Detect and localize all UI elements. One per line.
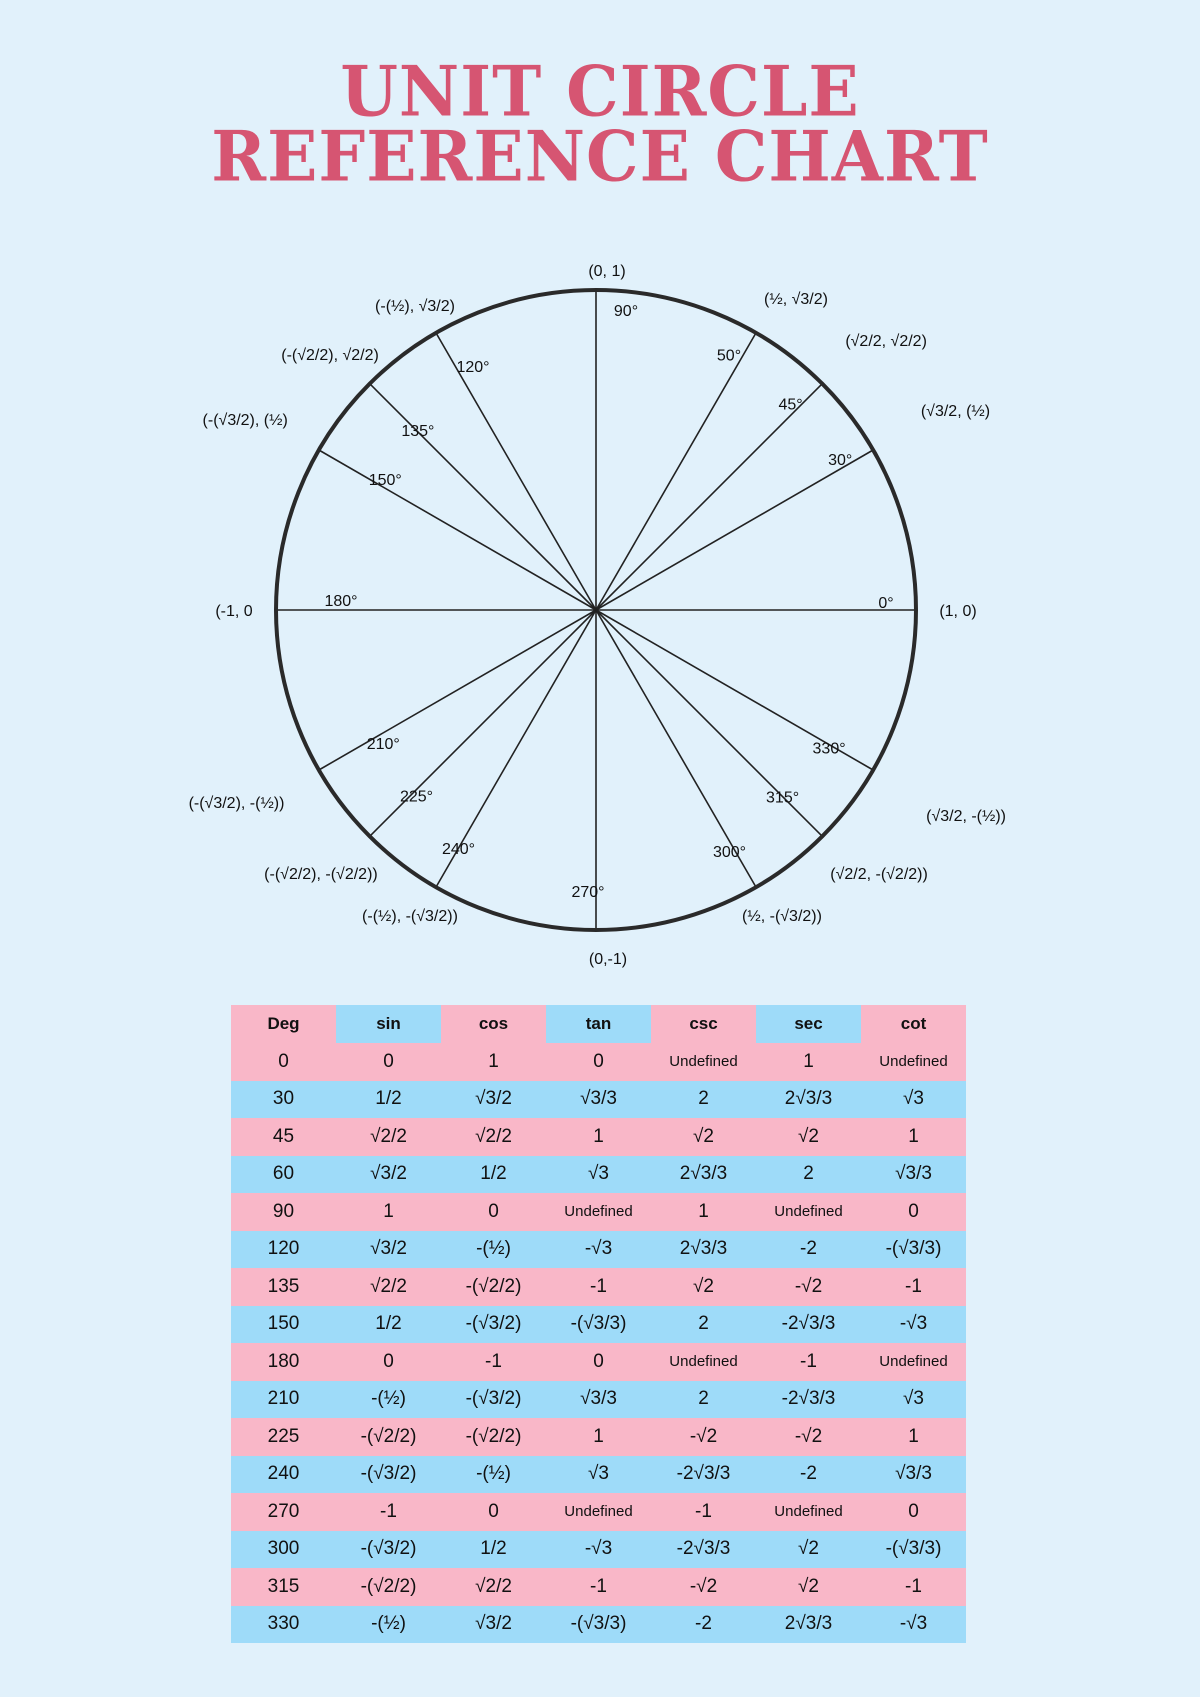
table-cell: 2√3/3 <box>756 1606 861 1644</box>
table-cell: -1 <box>756 1343 861 1381</box>
table-cell: √2 <box>756 1118 861 1156</box>
table-cell: Undefined <box>861 1343 966 1381</box>
point-label-60: (½, √3/2) <box>764 291 828 309</box>
table-row <box>231 1268 966 1306</box>
table-cell: 30 <box>231 1081 336 1119</box>
table-cell: 60 <box>231 1156 336 1194</box>
table-cell: 315 <box>231 1568 336 1606</box>
table-cell: -(√3/2) <box>441 1306 546 1344</box>
table-cell: -(√3/3) <box>861 1231 966 1269</box>
table-cell: 1 <box>546 1418 651 1456</box>
table-cell: 2 <box>756 1156 861 1194</box>
table-cell: 150 <box>231 1306 336 1344</box>
table-cell: -1 <box>546 1268 651 1306</box>
table-cell: -(√2/2) <box>441 1418 546 1456</box>
table-cell: √3/2 <box>336 1156 441 1194</box>
spoke-60 <box>596 333 756 610</box>
table-cell: √3 <box>861 1381 966 1419</box>
table-cell: Undefined <box>651 1343 756 1381</box>
point-label-330: (√3/2, -(½)) <box>926 808 1007 825</box>
point-label-240: (-(½), -(√3/2)) <box>362 907 458 925</box>
table-cell: √3/3 <box>861 1156 966 1194</box>
table-cell: 0 <box>861 1493 966 1531</box>
point-label-315: (√2/2, -(√2/2)) <box>830 866 928 884</box>
table-cell: 1 <box>861 1418 966 1456</box>
table-row <box>231 1043 966 1081</box>
table-cell: 0 <box>336 1343 441 1381</box>
table-header-row <box>231 1005 966 1043</box>
table-cell: 330 <box>231 1606 336 1644</box>
point-label-45: (√2/2, √2/2) <box>845 332 927 350</box>
table-cell: √3/2 <box>336 1231 441 1269</box>
table-row <box>231 1531 966 1569</box>
table-cell: 1 <box>336 1193 441 1231</box>
table-cell: 1/2 <box>441 1531 546 1569</box>
col-header-csc: csc <box>651 1005 756 1043</box>
table-cell: -(½) <box>336 1606 441 1644</box>
table-cell: 0 <box>861 1193 966 1231</box>
table-cell: 0 <box>441 1193 546 1231</box>
table-cell: -2 <box>756 1456 861 1494</box>
angle-label-150: 150° <box>368 472 402 489</box>
point-label-225: (-(√2/2), -(√2/2)) <box>264 866 378 884</box>
table-cell: -(√3/3) <box>861 1531 966 1569</box>
table-cell: Undefined <box>756 1493 861 1531</box>
table-cell: √3 <box>546 1456 651 1494</box>
table-cell: √2 <box>651 1118 756 1156</box>
spoke-150 <box>319 450 596 610</box>
table-cell: 135 <box>231 1268 336 1306</box>
table-cell: -√3 <box>546 1531 651 1569</box>
table-cell: -2√3/3 <box>651 1531 756 1569</box>
table-cell: 0 <box>546 1043 651 1081</box>
table-cell: √2/2 <box>441 1568 546 1606</box>
table-row <box>231 1381 966 1419</box>
trig-values-table <box>231 1005 966 1643</box>
table-cell: 120 <box>231 1231 336 1269</box>
angle-label-300: 300° <box>712 844 747 862</box>
angle-label-270: 270° <box>571 884 605 901</box>
table-cell: 0 <box>336 1043 441 1081</box>
point-label-0: (1, 0) <box>939 603 977 620</box>
table-cell: -1 <box>861 1568 966 1606</box>
table-cell: -1 <box>546 1568 651 1606</box>
table-row <box>231 1231 966 1269</box>
table-cell: -1 <box>651 1493 756 1531</box>
col-header-deg: Deg <box>231 1005 336 1043</box>
angle-label-180: 180° <box>324 593 358 610</box>
table-cell: 210 <box>231 1381 336 1419</box>
table-cell: √2 <box>756 1568 861 1606</box>
table-cell: -2√3/3 <box>651 1456 756 1494</box>
angle-label-30: 30° <box>828 452 853 469</box>
table-row <box>231 1118 966 1156</box>
table-cell: -(√2/2) <box>336 1568 441 1606</box>
angle-label-210: 210° <box>366 736 400 753</box>
col-header-sec: sec <box>756 1005 861 1043</box>
table-cell: Undefined <box>546 1493 651 1531</box>
point-label-135: (-(√2/2), √2/2) <box>281 347 379 365</box>
table-cell: √2/2 <box>336 1268 441 1306</box>
table-cell: 2 <box>651 1306 756 1344</box>
table-cell: 270 <box>231 1493 336 1531</box>
table-row <box>231 1493 966 1531</box>
table-cell: -(½) <box>441 1231 546 1269</box>
angle-label-225: 225° <box>399 788 434 806</box>
table-cell: Undefined <box>546 1193 651 1231</box>
table-row <box>231 1343 966 1381</box>
angle-label-90: 90° <box>613 303 639 320</box>
angle-label-330: 330° <box>812 740 846 758</box>
table-cell: 225 <box>231 1418 336 1456</box>
point-label-270: (0,-1) <box>588 951 628 968</box>
table-cell: -√2 <box>756 1268 861 1306</box>
table-cell: √3 <box>861 1081 966 1119</box>
point-label-90: (0, 1) <box>588 263 626 280</box>
table-cell: √3/2 <box>441 1081 546 1119</box>
table-cell: 0 <box>441 1493 546 1531</box>
table-cell: 2 <box>651 1081 756 1119</box>
table-cell: -(√3/3) <box>546 1306 651 1344</box>
table-cell: √3/3 <box>861 1456 966 1494</box>
table-row <box>231 1306 966 1344</box>
spoke-30 <box>596 450 873 610</box>
angle-label-240: 240° <box>441 841 476 859</box>
table-cell: -2√3/3 <box>756 1306 861 1344</box>
table-row <box>231 1156 966 1194</box>
angle-label-60: 50° <box>716 347 742 365</box>
table-cell: -1 <box>336 1493 441 1531</box>
table-cell: -1 <box>861 1268 966 1306</box>
table-cell: √2 <box>651 1268 756 1306</box>
table-cell: 0 <box>231 1043 336 1081</box>
table-cell: -√3 <box>861 1306 966 1344</box>
table-cell: -(√2/2) <box>336 1418 441 1456</box>
spoke-210 <box>319 610 596 770</box>
table-cell: √3/2 <box>441 1606 546 1644</box>
table-cell: √2/2 <box>441 1118 546 1156</box>
table-row <box>231 1606 966 1644</box>
table-cell: √3 <box>546 1156 651 1194</box>
title-line-2: REFERENCE CHART <box>211 115 989 198</box>
table-cell: -√3 <box>546 1231 651 1269</box>
table-cell: -(√3/2) <box>336 1456 441 1494</box>
table-cell: -(½) <box>336 1381 441 1419</box>
table-cell: 1/2 <box>441 1156 546 1194</box>
table-row <box>231 1456 966 1494</box>
table-cell: 0 <box>546 1343 651 1381</box>
table-cell: -(√2/2) <box>441 1268 546 1306</box>
table-cell: -(√3/2) <box>336 1531 441 1569</box>
table-cell: √3/3 <box>546 1381 651 1419</box>
col-header-sin: sin <box>336 1005 441 1043</box>
table-cell: -(√3/3) <box>546 1606 651 1644</box>
table-row <box>231 1568 966 1606</box>
table-cell: √3/3 <box>546 1081 651 1119</box>
table-cell: -√2 <box>651 1418 756 1456</box>
table-cell: 2√3/3 <box>651 1156 756 1194</box>
table-cell: -(√3/2) <box>441 1381 546 1419</box>
table-cell: 300 <box>231 1531 336 1569</box>
table-cell: -2 <box>756 1231 861 1269</box>
point-label-180: (-1, 0 <box>215 603 253 620</box>
spoke-45 <box>596 384 822 610</box>
table-cell: 1 <box>861 1118 966 1156</box>
table-cell: 90 <box>231 1193 336 1231</box>
table-row <box>231 1418 966 1456</box>
table-cell: -√2 <box>756 1418 861 1456</box>
point-label-120: (-(½), √3/2) <box>375 298 455 316</box>
col-header-tan: tan <box>546 1005 651 1043</box>
table-cell: 45 <box>231 1118 336 1156</box>
point-label-210: (-(√3/2), -(½)) <box>188 795 285 812</box>
table-cell: 2√3/3 <box>756 1081 861 1119</box>
point-label-150: (-(√3/2), (½) <box>202 412 288 429</box>
table-cell: Undefined <box>861 1043 966 1081</box>
table-cell: 1 <box>546 1118 651 1156</box>
col-header-cot: cot <box>861 1005 966 1043</box>
table-cell: 180 <box>231 1343 336 1381</box>
angle-label-315: 315° <box>766 789 800 807</box>
point-label-300: (½, -(√3/2)) <box>742 907 822 925</box>
angle-label-0: 0° <box>878 595 894 612</box>
table-cell: -2 <box>651 1606 756 1644</box>
table-cell: √2/2 <box>336 1118 441 1156</box>
angle-label-120: 120° <box>456 358 490 376</box>
table-cell: 1 <box>756 1043 861 1081</box>
table-cell: 2 <box>651 1381 756 1419</box>
angle-label-45: 45° <box>778 396 803 414</box>
table-cell: √2 <box>756 1531 861 1569</box>
table-cell: 1/2 <box>336 1306 441 1344</box>
table-cell: Undefined <box>651 1043 756 1081</box>
table-row <box>231 1081 966 1119</box>
table-cell: 1 <box>651 1193 756 1231</box>
table-cell: -(½) <box>441 1456 546 1494</box>
spoke-135 <box>370 384 596 610</box>
table-cell: -√3 <box>861 1606 966 1644</box>
table-cell: -2√3/3 <box>756 1381 861 1419</box>
table-cell: -√2 <box>651 1568 756 1606</box>
table-cell: 1/2 <box>336 1081 441 1119</box>
table-cell: 2√3/3 <box>651 1231 756 1269</box>
angle-label-135: 135° <box>401 422 435 440</box>
table-cell: -1 <box>441 1343 546 1381</box>
col-header-cos: cos <box>441 1005 546 1043</box>
table-cell: 1 <box>441 1043 546 1081</box>
table-cell: 240 <box>231 1456 336 1494</box>
table-row <box>231 1193 966 1231</box>
point-label-30: (√3/2, (½) <box>920 403 991 420</box>
table-cell: Undefined <box>756 1193 861 1231</box>
title-line-1: UNIT CIRCLE <box>340 50 860 133</box>
